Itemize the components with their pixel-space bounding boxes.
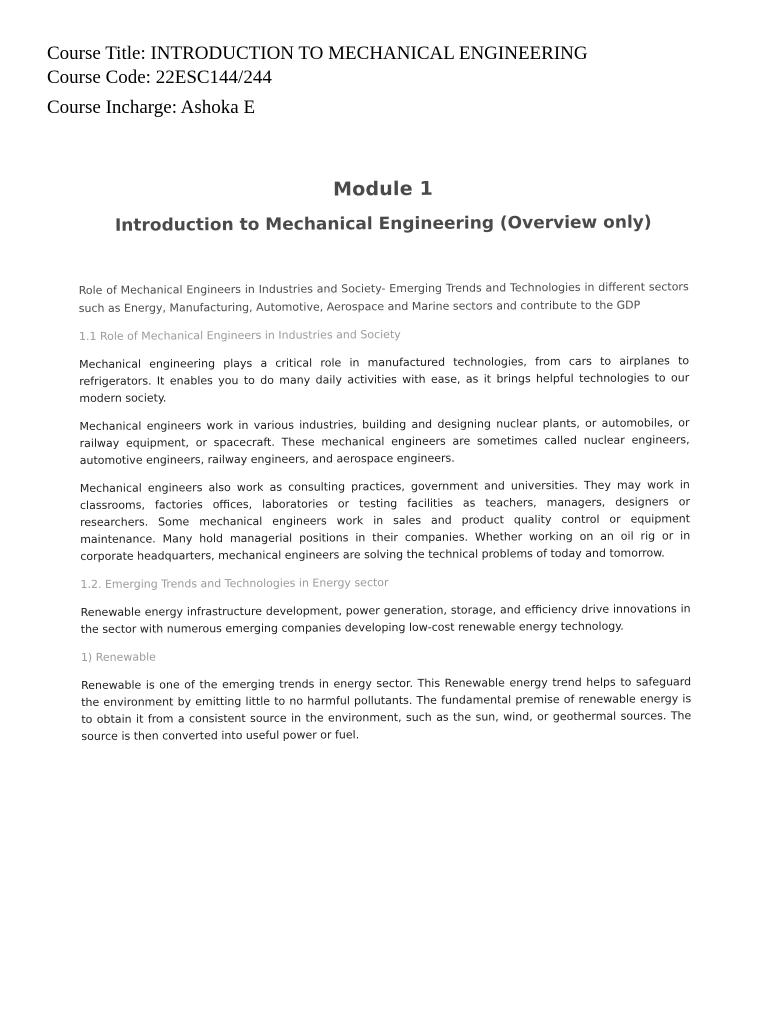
subheading-renewable: 1) Renewable xyxy=(80,650,156,664)
module-title: Module 1 xyxy=(333,177,434,201)
section-heading-1-2: 1.2. Emerging Trends and Technologies in Energy sector xyxy=(80,576,389,591)
scanned-page xyxy=(78,176,692,756)
module-scope: Role of Mechanical Engineers in Industries and Society- Emerging Trends and Technologies in different sectors such as Energy, Manufacturing, Automotive, Aerospace and Marine sectors and contribute to the GDP xyxy=(78,280,689,315)
course-title: Course Title: INTRODUCTION TO MECHANICAL ENGINEERING xyxy=(47,43,588,64)
paragraph: Renewable energy infrastructure development, power generation, storage, and efficiency drive innovations in the sector with numerous emerging companies developing low-cost renewable energy technology. xyxy=(80,602,691,636)
course-incharge: Course Incharge: Ashoka E xyxy=(47,97,256,118)
module-subtitle: Introduction to Mechanical Engineering (Overview only) xyxy=(114,212,652,236)
course-code: Course Code: 22ESC144/244 xyxy=(47,67,272,88)
paragraph: Mechanical engineers work in various industries, building and designing nuclear plants, or automobiles, or railway equipment, or spacecraft. These mechanical engineers are sometimes called nuclear engineers, automotive engineers, railway engineers, and aerospace engineers. xyxy=(79,416,690,467)
paragraph: Renewable is one of the emerging trends in energy sector. This Renewable energy trend helps to safeguard the environment by emitting little to no harmful pollutants. The fundamental premise of renewable energy is to obtain it from a consistent source in the environment, such as the sun, wind, or geothermal sources. The source is then converted into useful power or fuel. xyxy=(81,675,692,743)
course-header xyxy=(47,42,747,120)
paragraph: Mechanical engineering plays a critical role in manufactured technologies, from cars to airplanes to refrigerators. It enables you to do many daily activities with ease, as it brings helpful technologies to our modern society. xyxy=(79,354,690,405)
paragraph: Mechanical engineers also work as consulting practices, government and universities. They may work in classrooms, factories offices, laboratories or testing facilities as teachers, managers, designers or researchers. Some mechanical engineers work in sales and product quality control or equipment maintenance. Many hold managerial positions in their companies. Whether working on an oil rig or in corporate headquarters, mechanical engineers are solving the technical problems of today and tomorrow. xyxy=(79,478,691,563)
section-heading-1-1: 1.1 Role of Mechanical Engineers in Industries and Society xyxy=(78,328,401,343)
